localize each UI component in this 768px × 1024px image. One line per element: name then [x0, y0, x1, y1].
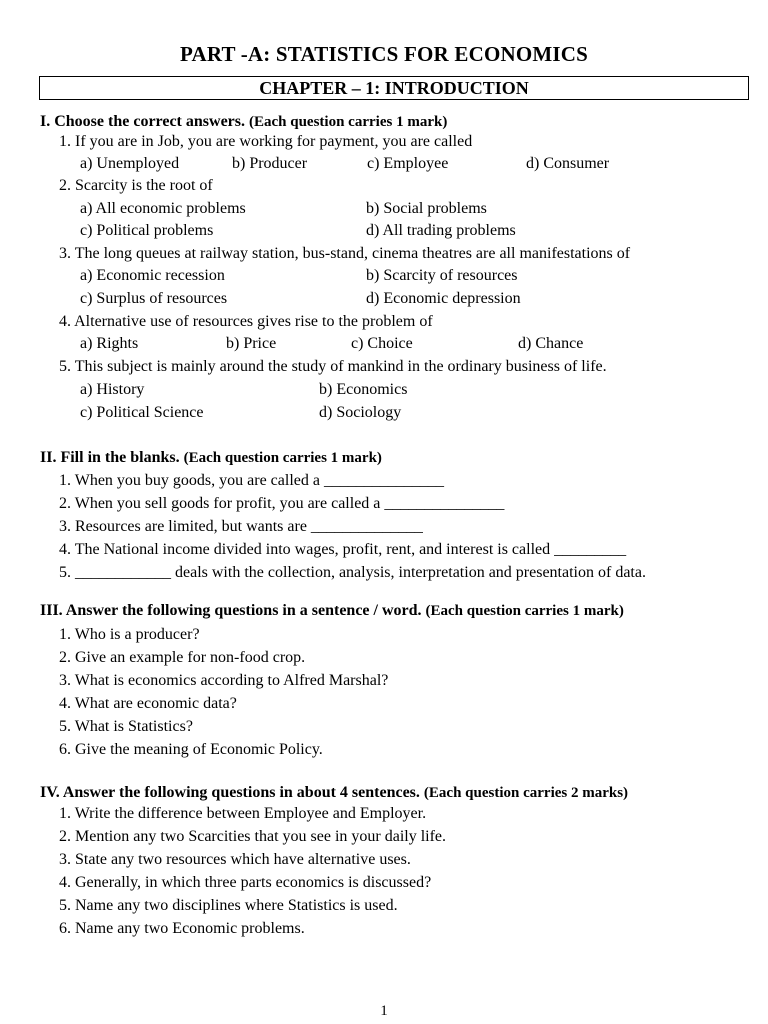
mcq-3-option-b: b) Scarcity of resources: [366, 267, 518, 284]
mcq-3-option-c: c) Surplus of resources: [80, 290, 228, 307]
mcq-5-option-a: a) History: [80, 381, 145, 398]
blank-item-4: 4. The National income divided into wages, profit, rent, and interest is called _________: [59, 541, 627, 558]
chapter-title: CHAPTER – 1: INTRODUCTION: [259, 77, 529, 98]
section-1-note: (Each question carries 1 mark): [249, 114, 448, 130]
mcq-1-option-c: c) Employee: [367, 155, 449, 172]
long-question-3: 3. State any two resources which have alternative uses.: [59, 851, 411, 868]
blank-item-1: 1. When you buy goods, you are called a _______________: [59, 472, 444, 489]
short-question-5: 5. What is Statistics?: [59, 718, 193, 735]
mcq-2-option-d: d) All trading problems: [366, 222, 516, 239]
mcq-1-option-b: b) Producer: [232, 155, 308, 172]
mcq-question-4: 4. Alternative use of resources gives rise to the problem of: [59, 313, 433, 330]
section-3-title: III. Answer the following questions in a sentence / word.: [40, 602, 422, 619]
section-4-note: (Each question carries 2 marks): [423, 785, 629, 801]
mcq-question-1: 1. If you are in Job, you are working for payment, you are called: [59, 133, 473, 150]
section-1-heading: [40, 113, 447, 131]
long-question-2: 2. Mention any two Scarcities that you see in your daily life.: [59, 828, 447, 845]
section-2-title: II. Fill in the blanks.: [40, 449, 180, 466]
short-question-1: 1. Who is a producer?: [59, 626, 200, 643]
short-question-4: 4. What are economic data?: [59, 695, 237, 712]
page-number: 1: [380, 1003, 388, 1019]
mcq-5-option-d: d) Sociology: [319, 404, 402, 421]
mcq-question-2: 2. Scarcity is the root of: [59, 177, 213, 194]
mcq-4-option-b: b) Price: [226, 335, 277, 352]
mcq-1-option-a: a) Unemployed: [80, 155, 180, 172]
mcq-1-option-d: d) Consumer: [526, 155, 610, 172]
long-question-6: 6. Name any two Economic problems.: [59, 920, 305, 937]
mcq-4-option-a: a) Rights: [80, 335, 139, 352]
long-question-4: 4. Generally, in which three parts economics is discussed?: [59, 874, 432, 891]
section-2-heading: [40, 449, 382, 467]
mcq-2-option-c: c) Political problems: [80, 222, 214, 239]
section-4-title: IV. Answer the following questions in about 4 sentences.: [40, 784, 420, 801]
mcq-3-option-d: d) Economic depression: [366, 290, 521, 307]
short-question-6: 6. Give the meaning of Economic Policy.: [59, 741, 323, 758]
mcq-question-5: 5. This subject is mainly around the study of mankind in the ordinary business of life.: [59, 358, 607, 375]
mcq-2-option-a: a) All economic problems: [80, 200, 246, 217]
short-question-2: 2. Give an example for non-food crop.: [59, 649, 306, 666]
mcq-4-option-d: d) Chance: [518, 335, 584, 352]
section-3-note: (Each question carries 1 mark): [425, 603, 624, 619]
section-4-heading: [40, 784, 628, 802]
blank-item-3: 3. Resources are limited, but wants are ______________: [59, 518, 423, 535]
long-question-1: 1. Write the difference between Employee and Employer.: [59, 805, 427, 822]
mcq-5-option-b: b) Economics: [319, 381, 408, 398]
mcq-4-option-c: c) Choice: [351, 335, 413, 352]
short-question-3: 3. What is economics according to Alfred Marshal?: [59, 672, 389, 689]
mcq-question-3: 3. The long queues at railway station, bus-stand, cinema theatres are all manifestations of: [59, 245, 631, 262]
chapter-heading: [39, 76, 749, 100]
long-question-5: 5. Name any two disciplines where Statistics is used.: [59, 897, 398, 914]
section-1-title: I. Choose the correct answers.: [40, 113, 245, 130]
blank-item-2: 2. When you sell goods for profit, you are called a _______________: [59, 495, 505, 512]
blank-item-5: 5. ____________ deals with the collection, analysis, interpretation and presentation of data.: [59, 564, 646, 581]
mcq-3-option-a: a) Economic recession: [80, 267, 225, 284]
section-2-note: (Each question carries 1 mark): [183, 450, 382, 466]
mcq-5-option-c: c) Political Science: [80, 404, 204, 421]
mcq-2-option-b: b) Social problems: [366, 200, 487, 217]
section-3-heading: [40, 602, 624, 620]
page-title: PART -A: STATISTICS FOR ECONOMICS: [179, 42, 589, 66]
